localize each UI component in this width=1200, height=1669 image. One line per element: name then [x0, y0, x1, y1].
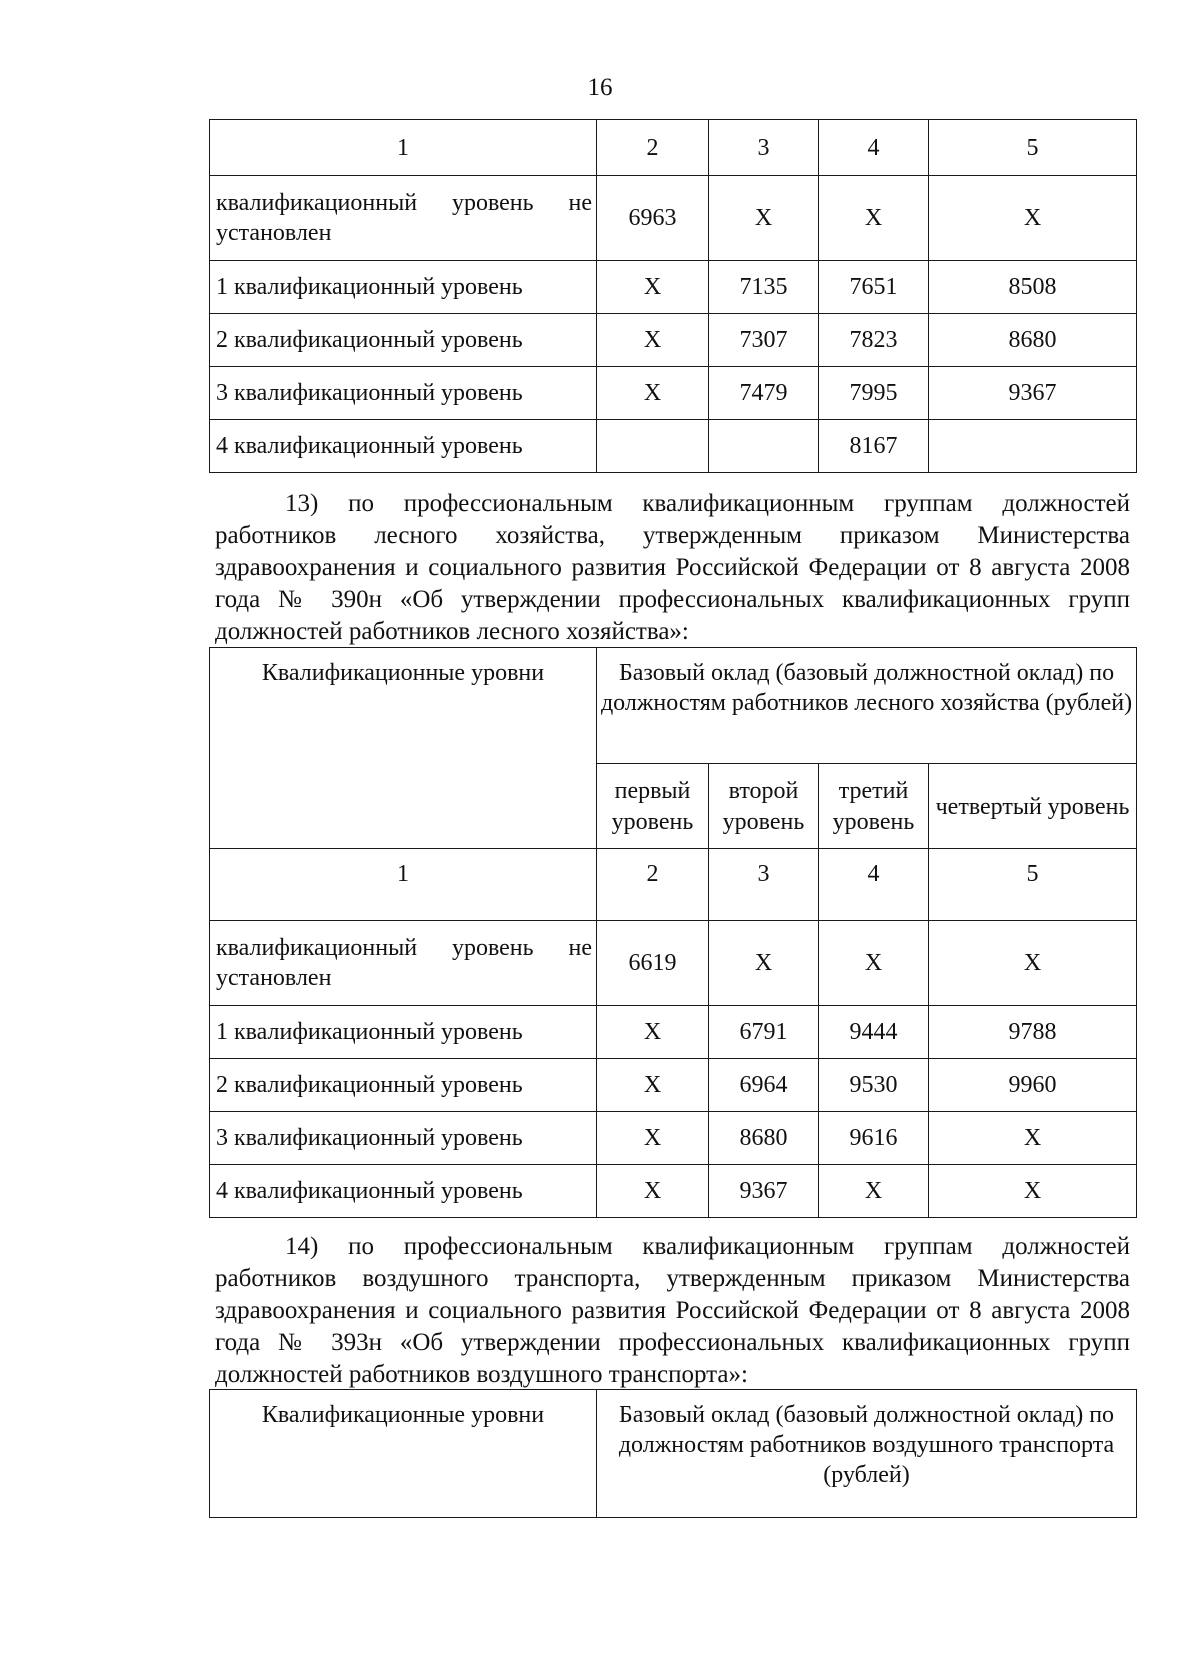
- table-cell: X: [597, 261, 709, 314]
- table-row: [210, 1006, 1137, 1059]
- column-number: 2: [597, 120, 709, 176]
- table-cell: 8508: [929, 261, 1137, 314]
- header-qualification-levels: Квалификационные уровни: [210, 1390, 597, 1518]
- row-label: 4 квалификационный уровень: [210, 420, 597, 473]
- header-qualification-levels: Квалификационные уровни: [210, 648, 597, 849]
- table-cell: 9530: [819, 1059, 929, 1112]
- table-cell: X: [597, 1165, 709, 1218]
- column-number-row: [210, 120, 1137, 176]
- column-number: 3: [709, 120, 819, 176]
- table-cell: 9960: [929, 1059, 1137, 1112]
- table-cell: 7479: [709, 367, 819, 420]
- header-row: [210, 1390, 1137, 1518]
- table-cell: X: [597, 314, 709, 367]
- table-cell: X: [597, 367, 709, 420]
- column-number: 1: [210, 120, 597, 176]
- table-cell: X: [929, 1112, 1137, 1165]
- table-cell: 6791: [709, 1006, 819, 1059]
- table-cell: 7995: [819, 367, 929, 420]
- table-cell: 6964: [709, 1059, 819, 1112]
- row-label: квалификационный уровень не установлен: [210, 176, 597, 261]
- table-cell: 9788: [929, 1006, 1137, 1059]
- table-cell: 6963: [597, 176, 709, 261]
- table-row: [210, 921, 1137, 1006]
- header-base-salary: Базовый оклад (базовый должностной оклад) по должностям работников лесного хозяйства (рублей): [597, 648, 1137, 764]
- table-row: [210, 1165, 1137, 1218]
- row-label: 1 квалификационный уровень: [210, 261, 597, 314]
- row-label: 2 квалификационный уровень: [210, 314, 597, 367]
- table-cell: X: [819, 1165, 929, 1218]
- table-cell: 7135: [709, 261, 819, 314]
- table-row: [210, 314, 1137, 367]
- table-cell: X: [819, 176, 929, 261]
- table-cell: 8167: [819, 420, 929, 473]
- table-cell: X: [597, 1112, 709, 1165]
- level-header: второй уровень: [709, 764, 819, 849]
- table-cell: X: [929, 921, 1137, 1006]
- row-label: 1 квалификационный уровень: [210, 1006, 597, 1059]
- level-header: первый уровень: [597, 764, 709, 849]
- paragraph-13-text: 13) по профессиональным квалификационным группам должностей работников лесного хозяйства, утвержденным приказом Министерства здравоохранения и социального развития Российской Федерации от 8 августа 2008 года № 390н «Об утверждении профессиональных квалификационных групп должностей работников лесного хозяйства»:: [215, 490, 1130, 645]
- header-row: [210, 648, 1137, 764]
- salary-table-forestry: [209, 647, 1137, 1218]
- table-row: [210, 1059, 1137, 1112]
- table-cell: X: [597, 1059, 709, 1112]
- column-number: 4: [819, 849, 929, 921]
- table-cell: X: [597, 1006, 709, 1059]
- column-number: 1: [210, 849, 597, 921]
- paragraph-13: [215, 488, 1130, 648]
- salary-table-air-transport: [209, 1389, 1137, 1518]
- table-row: [210, 1112, 1137, 1165]
- table-cell: 7651: [819, 261, 929, 314]
- row-label: 3 квалификационный уровень: [210, 367, 597, 420]
- table-cell: [709, 420, 819, 473]
- table-cell: [929, 420, 1137, 473]
- row-label: 3 квалификационный уровень: [210, 1112, 597, 1165]
- row-label: 2 квалификационный уровень: [210, 1059, 597, 1112]
- row-label: 4 квалификационный уровень: [210, 1165, 597, 1218]
- table-row: [210, 367, 1137, 420]
- column-number: 5: [929, 120, 1137, 176]
- table-cell: X: [929, 176, 1137, 261]
- header-base-salary: Базовый оклад (базовый должностной оклад) по должностям работников воздушного транспорта (рублей): [597, 1390, 1137, 1518]
- table-cell: [597, 420, 709, 473]
- table-cell: X: [709, 921, 819, 1006]
- column-number: 5: [929, 849, 1137, 921]
- table-cell: 6619: [597, 921, 709, 1006]
- column-number-row: [210, 849, 1137, 921]
- salary-table-previous-continued: [209, 119, 1137, 473]
- table-cell: 7823: [819, 314, 929, 367]
- row-label: квалификационный уровень не установлен: [210, 921, 597, 1006]
- level-header: третий уровень: [819, 764, 929, 849]
- table-cell: X: [929, 1165, 1137, 1218]
- column-number: 2: [597, 849, 709, 921]
- page-number: 16: [587, 74, 613, 101]
- table-row: [210, 420, 1137, 473]
- table-row: [210, 176, 1137, 261]
- table-cell: 8680: [929, 314, 1137, 367]
- table-cell: 8680: [709, 1112, 819, 1165]
- table-cell: X: [709, 176, 819, 261]
- table-cell: 9367: [929, 367, 1137, 420]
- level-header: четвертый уровень: [929, 764, 1137, 849]
- paragraph-14: [215, 1231, 1130, 1391]
- table-cell: 9444: [819, 1006, 929, 1059]
- table-row: [210, 261, 1137, 314]
- column-number: 4: [819, 120, 929, 176]
- table-cell: 7307: [709, 314, 819, 367]
- table-cell: X: [819, 921, 929, 1006]
- table-cell: 9367: [709, 1165, 819, 1218]
- table-cell: 9616: [819, 1112, 929, 1165]
- column-number: 3: [709, 849, 819, 921]
- paragraph-14-text: 14) по профессиональным квалификационным группам должностей работников воздушного транспорта, утвержденным приказом Министерства здравоохранения и социального развития Российской Федерации от 8 августа 2008 года № 393н «Об утверждении профессиональных квалификационных групп должностей работников воздушного транспорта»:: [215, 1233, 1130, 1388]
